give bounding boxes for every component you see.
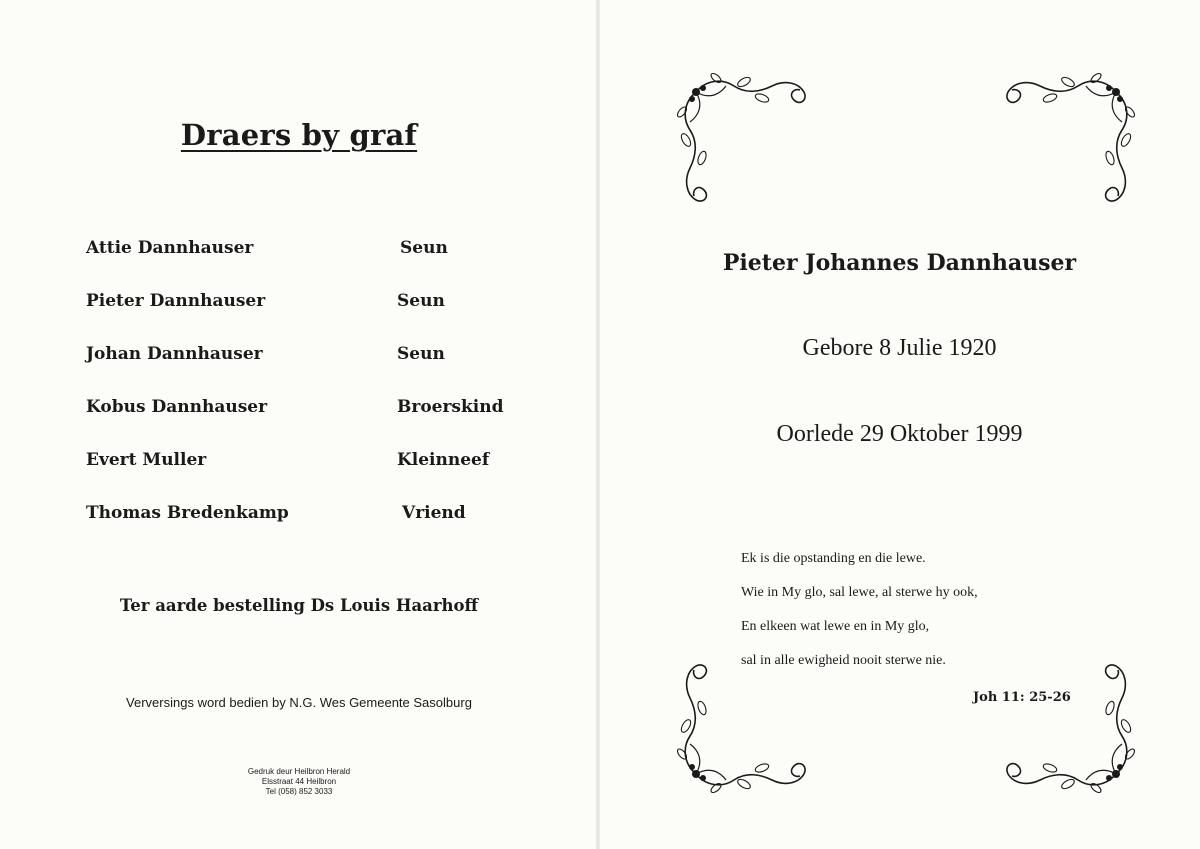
catering-note: Verversings word bedien by N.G. Wes Gemeente Sasolburg (126, 695, 472, 710)
deceased-name: Pieter Johannes Dannhauser (722, 250, 1077, 276)
printer-line: Gedruk deur Heilbron Herald (247, 767, 351, 776)
birth-date: Gebore 8 Julie 1920 (802, 335, 997, 361)
bearer-relation: Seun (397, 344, 445, 364)
bearer-name: Thomas Bredenkamp (86, 503, 289, 523)
bearer-relation: Vriend (402, 503, 466, 523)
verse-line: En elkeen wat lewe en in My glo, (741, 619, 930, 634)
verse-line: Ek is die opstanding en die lewe. (741, 551, 926, 566)
verse-line: Wie in My glo, sal lewe, al sterwe hy ook, (741, 585, 978, 600)
bearer-relation: Kleinneef (397, 450, 490, 470)
bearer-name: Johan Dannhauser (86, 344, 263, 364)
bearer-relation: Broerskind (397, 397, 504, 417)
bearer-relation: Seun (400, 238, 448, 258)
bearer-relation: Seun (397, 291, 445, 311)
corner-flourish-top-left (676, 72, 816, 212)
printer-line: Tel (058) 852 3033 (265, 787, 333, 796)
pallbearers-title: Draers by graf (180, 118, 418, 152)
verse-line: sal in alle ewigheid nooit sterwe nie. (741, 653, 946, 668)
scripture-reference: Joh 11: 25-26 (973, 690, 1071, 705)
bearer-name: Evert Muller (86, 450, 207, 470)
printer-line: Elsstraat 44 Heilbron (261, 777, 337, 786)
death-date: Oorlede 29 Oktober 1999 (776, 421, 1023, 447)
service-officiant: Ter aarde bestelling Ds Louis Haarhoff (119, 596, 479, 615)
corner-flourish-bottom-left (676, 654, 816, 794)
bearer-name: Pieter Dannhauser (86, 291, 266, 311)
corner-flourish-top-right (996, 72, 1136, 212)
bearer-name: Kobus Dannhauser (86, 397, 268, 417)
bearer-name: Attie Dannhauser (86, 238, 254, 258)
corner-flourish-bottom-right (996, 654, 1136, 794)
